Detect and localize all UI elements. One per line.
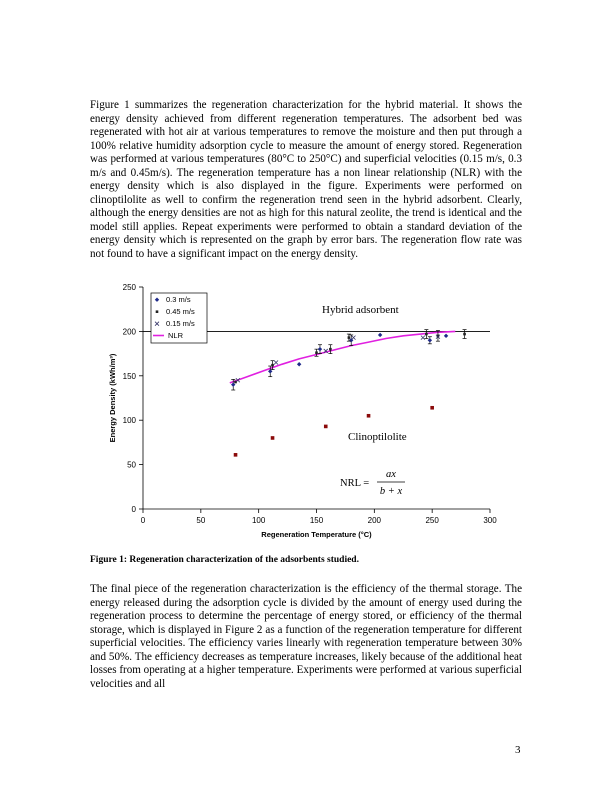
clino-point — [271, 436, 275, 440]
series-03-point — [297, 362, 301, 366]
body-paragraph-2: The final piece of the regeneration characterization is the efficiency of the thermal storage. The energy released during the adsorption cycle is divided by the amount of energy used during the regeneration process to determine the percentage of energy stored, or efficiency of the thermal storage, which is displayed in Figure 2 as a function of the regeneration temperature for different superficial velocities. The efficiency varies linearly with regeneration temperature between 30% and 50%. The efficiency decreases as temperature increases, likely because of the additional heat losses from operating at a higher temperature. Experiments were performed at various superficial velocities and all — [90, 583, 522, 690]
y-tick-label: 50 — [127, 460, 136, 470]
x-tick-label: 50 — [196, 516, 206, 525]
y-axis-label: Energy Density (kWh/m³) — [108, 353, 117, 443]
x-tick-label: 300 — [483, 516, 497, 525]
series-015-point — [352, 336, 356, 340]
series-015-point — [274, 360, 278, 364]
x-tick-label: 0 — [140, 516, 146, 525]
legend-label: 0.15 m/s — [166, 319, 195, 328]
series-045-point — [329, 348, 332, 351]
clino-point — [324, 425, 328, 429]
chart-legend — [151, 293, 207, 343]
y-tick-label: 0 — [131, 505, 136, 514]
x-axis-label: Regeneration Temperature (°C) — [261, 530, 372, 539]
x-tick-label: 200 — [367, 516, 382, 525]
annotation-clinoptilolite: Clinoptilolite — [348, 431, 407, 443]
legend-label: NLR — [168, 331, 184, 340]
x-tick-label: 150 — [309, 516, 324, 525]
equation-lhs: NRL = — [340, 478, 370, 489]
clino-point — [430, 406, 434, 410]
clino-point — [367, 414, 371, 418]
y-tick-label: 250 — [122, 283, 136, 292]
body-paragraph-1: Figure 1 summarizes the regeneration characterization for the hybrid material. It shows the energy density achieved from different regeneration temperatures. The adsorbent bed was regenerated with hot air at various temperatures to remove the moisture and then put through a 100% relative humidity adsorption cycle to measure the amount of energy stored. Regeneration was performed at various temperatures (80°C to 250°C) and superficial velocities (0.15 m/s, 0.3 m/s and 0.45m/s). The regeneration temperature has a non linear relationship (NLR) with the energy density which is also displayed in the figure. Experiments were performed on clinoptilolite as well to confirm the regeneration trend seen in the hybrid adsorbent. Clearly, although the energy densities are not as high for this natural zeolite, the trend is identical and the model still applies. Repeat experiments were performed to obtain a standard deviation of the energy density which is represented on the graph by error bars. The regeneration flow rate was not found to have a significant impact on the energy density. — [90, 99, 522, 260]
y-tick-label: 200 — [122, 327, 136, 337]
legend-marker-045 — [156, 310, 159, 313]
series-03-point — [378, 333, 382, 337]
series-045-point — [271, 364, 274, 367]
series-045-point — [315, 351, 318, 354]
page-number: 3 — [515, 744, 521, 756]
x-tick-label: 100 — [251, 516, 266, 525]
series-03-point — [444, 334, 448, 338]
x-tick-label: 250 — [425, 516, 439, 525]
y-tick-label: 150 — [122, 371, 136, 381]
series-015-point — [421, 336, 425, 340]
y-tick-label: 100 — [122, 416, 136, 426]
series-045-point — [425, 333, 428, 336]
figure-caption: Figure 1: Regeneration characterization of the adsorbents studied. — [90, 555, 359, 565]
equation-numerator: ax — [386, 469, 396, 480]
series-045-point — [463, 333, 466, 336]
clino-point — [234, 453, 238, 457]
equation-denominator: b + x — [379, 486, 403, 497]
legend-label: 0.3 m/s — [166, 295, 191, 304]
legend-label: 0.45 m/s — [166, 307, 195, 316]
series-045-point — [348, 336, 351, 339]
annotation-hybrid: Hybrid adsorbent — [322, 304, 399, 316]
